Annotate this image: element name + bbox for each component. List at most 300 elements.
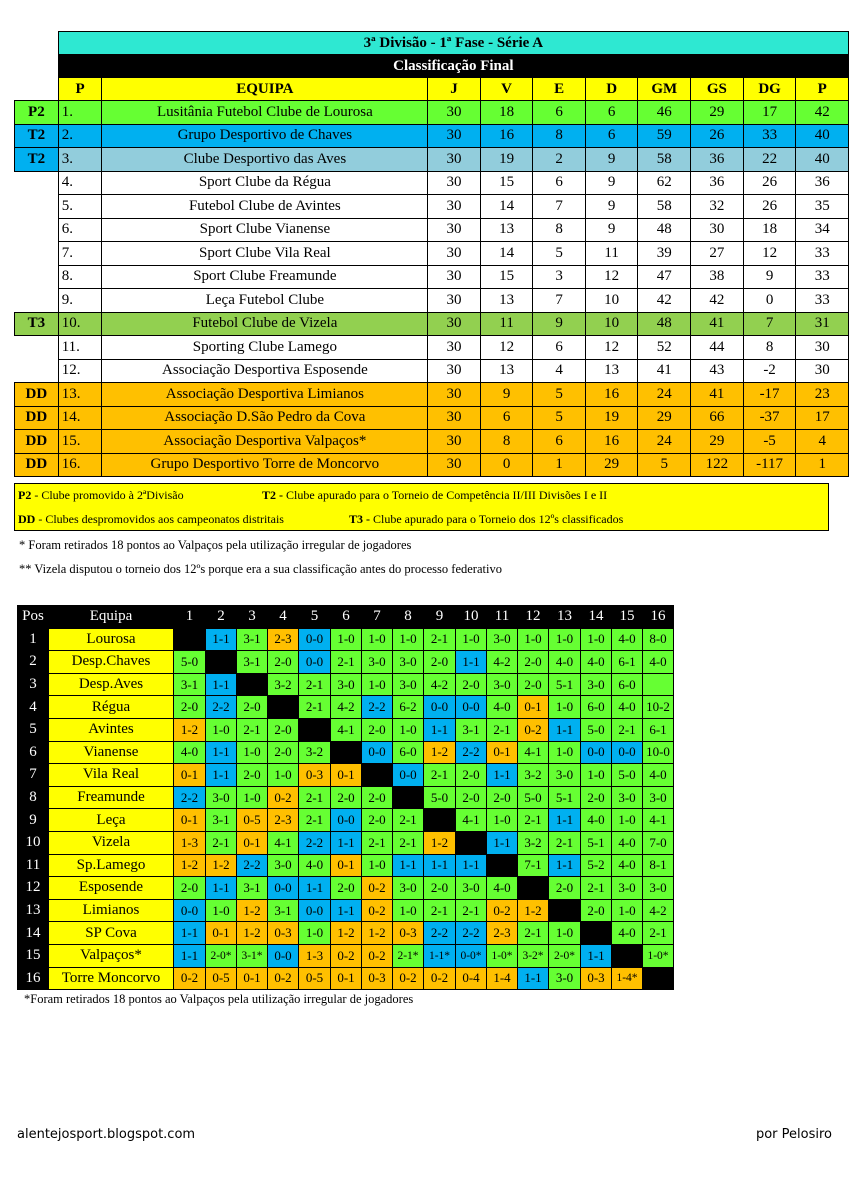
row-team: Grupo Desportivo de Chaves <box>102 124 428 148</box>
matrix-row-pos: 3 <box>18 673 49 696</box>
row-wins: 15 <box>480 171 533 195</box>
matrix-result-cell: 2-1 <box>424 764 456 787</box>
matrix-result-cell: 0-0 <box>299 899 331 922</box>
matrix-cell-empty <box>643 967 674 990</box>
row-wins: 14 <box>480 242 533 266</box>
matrix-row-pos: 6 <box>18 741 49 764</box>
row-position: 15. <box>58 430 102 454</box>
matrix-result-cell: 2-1 <box>518 922 549 945</box>
matrix-result-cell: 2-3 <box>487 922 518 945</box>
row-team: Futebol Clube de Vizela <box>102 312 428 336</box>
matrix-result-cell: 0-0 <box>331 809 362 832</box>
row-goals-against: 36 <box>691 171 744 195</box>
matrix-result-cell: 5-2 <box>581 854 612 877</box>
legend-t2-text: Clube apurado para o Torneio de Competência II/III Divisões I e II <box>283 488 608 502</box>
matrix-result-cell: 2-3 <box>268 809 299 832</box>
matrix-row-team: Vizela <box>49 831 174 854</box>
row-goals-for: 41 <box>638 359 691 383</box>
matrix-result-cell: 7-1 <box>518 854 549 877</box>
matrix-row <box>18 741 674 764</box>
matrix-result-cell: 2-1 <box>206 831 237 854</box>
matrix-cell-empty <box>268 696 299 719</box>
matrix-result-cell: 2-2 <box>424 922 456 945</box>
classification-row <box>15 148 849 172</box>
footer-site: alentejosport.blogspot.com <box>17 1127 196 1142</box>
matrix-result-cell: 3-0 <box>487 673 518 696</box>
matrix-row-pos: 2 <box>18 651 49 674</box>
matrix-result-cell: 2-1 <box>299 786 331 809</box>
row-goals-against: 41 <box>691 383 744 407</box>
matrix-cell-empty <box>393 786 424 809</box>
matrix-result-cell: 0-0 <box>393 764 424 787</box>
matrix-result-cell: 3-0 <box>362 651 393 674</box>
matrix-result-cell: 0-1 <box>206 922 237 945</box>
row-tag: T2 <box>15 124 59 148</box>
matrix-result-cell: 1-1 <box>549 718 581 741</box>
matrix-result-cell: 1-1 <box>393 854 424 877</box>
matrix-cell-empty <box>518 877 549 900</box>
matrix-result-cell: 2-0 <box>424 877 456 900</box>
row-goal-diff: 7 <box>743 312 796 336</box>
matrix-row-pos: 13 <box>18 899 49 922</box>
legend-dd-code: DD <box>18 512 36 526</box>
row-wins: 14 <box>480 195 533 219</box>
matrix-result-cell: 2-1 <box>612 718 643 741</box>
matrix-result-cell: 1-1 <box>206 628 237 651</box>
matrix-row-pos: 7 <box>18 764 49 787</box>
matrix-row <box>18 718 674 741</box>
row-games: 30 <box>428 453 481 477</box>
matrix-row <box>18 786 674 809</box>
row-team: Lusitânia Futebol Clube de Lourosa <box>102 101 428 125</box>
row-points: 36 <box>796 171 849 195</box>
matrix-result-cell: 4-0 <box>174 741 206 764</box>
row-losses: 19 <box>585 406 638 430</box>
matrix-result-cell: 3-0 <box>393 651 424 674</box>
classification-table <box>14 31 849 477</box>
matrix-result-cell: 4-0 <box>643 651 674 674</box>
matrix-result-cell: 1-4 <box>487 967 518 990</box>
matrix-result-cell: 6-0 <box>612 673 643 696</box>
matrix-result-cell: 4-1 <box>331 718 362 741</box>
legend-line-1 <box>18 488 184 503</box>
matrix-result-cell: 2-0 <box>174 877 206 900</box>
classification-title: 3ª Divisão - 1ª Fase - Série A <box>58 32 848 55</box>
matrix-result-cell: 1-0 <box>549 696 581 719</box>
row-draws: 7 <box>533 195 585 219</box>
row-goals-against: 44 <box>691 336 744 360</box>
matrix-result-cell: 2-1 <box>518 809 549 832</box>
row-goal-diff: 9 <box>743 265 796 289</box>
classification-row <box>15 312 849 336</box>
matrix-result-cell: 4-2 <box>424 673 456 696</box>
matrix-result-cell: 0-1 <box>237 831 268 854</box>
matrix-result-cell: 4-1 <box>518 741 549 764</box>
matrix-row-team: Régua <box>49 696 174 719</box>
matrix-row <box>18 628 674 651</box>
matrix-result-cell: 3-0 <box>393 877 424 900</box>
matrix-result-cell: 4-0 <box>581 651 612 674</box>
row-goals-for: 5 <box>638 453 691 477</box>
row-tag: DD <box>15 430 59 454</box>
row-position: 2. <box>58 124 102 148</box>
row-draws: 7 <box>533 289 585 313</box>
matrix-row-team: Lourosa <box>49 628 174 651</box>
matrix-result-cell: 1-1 <box>299 877 331 900</box>
matrix-result-cell: 1-1 <box>174 922 206 945</box>
matrix-column-header: 6 <box>331 606 362 629</box>
matrix-row-pos: 14 <box>18 922 49 945</box>
row-goals-for: 24 <box>638 430 691 454</box>
matrix-result-cell: 0-0 <box>268 877 299 900</box>
row-goals-for: 58 <box>638 148 691 172</box>
matrix-row <box>18 809 674 832</box>
row-goals-against: 27 <box>691 242 744 266</box>
row-tag <box>15 242 59 266</box>
row-team: Sport Clube da Régua <box>102 171 428 195</box>
matrix-result-cell: 1-1 <box>518 967 549 990</box>
row-goals-against: 66 <box>691 406 744 430</box>
matrix-result-cell: 2-0 <box>518 651 549 674</box>
row-goals-for: 62 <box>638 171 691 195</box>
results-matrix <box>17 605 674 990</box>
matrix-result-cell: 3-0 <box>487 628 518 651</box>
matrix-result-cell: 0-0 <box>581 741 612 764</box>
row-points: 23 <box>796 383 849 407</box>
matrix-result-cell: 1-1 <box>331 899 362 922</box>
header-wins: V <box>480 78 533 101</box>
matrix-result-cell: 0-1 <box>331 764 362 787</box>
matrix-result-cell: 1-3 <box>299 944 331 967</box>
matrix-result-cell: 1-0 <box>549 922 581 945</box>
matrix-result-cell: 2-2 <box>299 831 331 854</box>
matrix-result-cell: 2-2 <box>174 786 206 809</box>
classification-row <box>15 218 849 242</box>
row-draws: 3 <box>533 265 585 289</box>
matrix-result-cell: 1-2 <box>424 831 456 854</box>
legend-t3-code: T3 - <box>349 512 370 526</box>
matrix-result-cell: 2-0 <box>487 786 518 809</box>
matrix-row-team: Limianos <box>49 899 174 922</box>
matrix-row <box>18 831 674 854</box>
matrix-row-team: Leça <box>49 809 174 832</box>
matrix-row <box>18 854 674 877</box>
matrix-row-team: Avintes <box>49 718 174 741</box>
matrix-result-cell: 2-0 <box>518 673 549 696</box>
matrix-result-cell: 4-0 <box>487 696 518 719</box>
matrix-result-cell: 5-1 <box>549 673 581 696</box>
matrix-result-cell: 2-0* <box>206 944 237 967</box>
matrix-result-cell: 0-1 <box>331 854 362 877</box>
matrix-column-header: 12 <box>518 606 549 629</box>
row-team: Sporting Clube Lamego <box>102 336 428 360</box>
row-position: 5. <box>58 195 102 219</box>
matrix-result-cell: 2-0 <box>456 673 487 696</box>
matrix-column-header: 14 <box>581 606 612 629</box>
matrix-result-cell: 5-0 <box>612 764 643 787</box>
matrix-result-cell: 3-2* <box>518 944 549 967</box>
matrix-column-header: 13 <box>549 606 581 629</box>
matrix-result-cell: 1-0 <box>299 922 331 945</box>
row-goals-for: 58 <box>638 195 691 219</box>
row-goal-diff: 17 <box>743 101 796 125</box>
row-goals-against: 29 <box>691 101 744 125</box>
header-pos: P <box>58 78 102 101</box>
matrix-result-cell: 3-2 <box>518 764 549 787</box>
matrix-result-cell: 1-1 <box>549 809 581 832</box>
matrix-result-cell: 1-1 <box>206 877 237 900</box>
row-points: 31 <box>796 312 849 336</box>
matrix-row <box>18 651 674 674</box>
row-goals-against: 41 <box>691 312 744 336</box>
matrix-result-cell: 2-0 <box>331 786 362 809</box>
row-position: 11. <box>58 336 102 360</box>
matrix-result-cell: 1-0 <box>237 741 268 764</box>
matrix-result-cell: 4-1 <box>456 809 487 832</box>
matrix-result-cell: 2-1 <box>456 899 487 922</box>
matrix-result-cell: 1-0 <box>549 628 581 651</box>
row-losses: 29 <box>585 453 638 477</box>
matrix-result-cell: 1-1 <box>174 944 206 967</box>
row-draws: 5 <box>533 406 585 430</box>
matrix-row <box>18 673 674 696</box>
row-draws: 1 <box>533 453 585 477</box>
row-team: Associação Desportiva Limianos <box>102 383 428 407</box>
matrix-result-cell: 6-0 <box>581 696 612 719</box>
row-position: 8. <box>58 265 102 289</box>
matrix-result-cell: 1-1 <box>206 741 237 764</box>
matrix-result-cell: 4-1 <box>643 809 674 832</box>
matrix-result-cell: 1-2 <box>174 718 206 741</box>
matrix-cell-empty <box>612 944 643 967</box>
row-tag: DD <box>15 406 59 430</box>
matrix-result-cell: 0-0 <box>268 944 299 967</box>
row-losses: 9 <box>585 171 638 195</box>
matrix-result-cell: 0-1 <box>237 967 268 990</box>
matrix-result-cell: 4-0 <box>612 854 643 877</box>
row-position: 14. <box>58 406 102 430</box>
matrix-row-team: SP Cova <box>49 922 174 945</box>
classification-row <box>15 430 849 454</box>
matrix-result-cell: 2-2 <box>237 854 268 877</box>
matrix-result-cell: 2-1 <box>362 831 393 854</box>
matrix-result-cell: 4-2 <box>331 696 362 719</box>
row-games: 30 <box>428 218 481 242</box>
row-goals-against: 122 <box>691 453 744 477</box>
matrix-result-cell: 0-2 <box>518 718 549 741</box>
row-goals-against: 36 <box>691 148 744 172</box>
matrix-result-cell: 0-5 <box>299 967 331 990</box>
row-games: 30 <box>428 336 481 360</box>
row-draws: 4 <box>533 359 585 383</box>
row-position: 13. <box>58 383 102 407</box>
row-team: Leça Futebol Clube <box>102 289 428 313</box>
row-goal-diff: -5 <box>743 430 796 454</box>
row-goal-diff: -117 <box>743 453 796 477</box>
matrix-result-cell: 1-1 <box>206 673 237 696</box>
row-tag: P2 <box>15 101 59 125</box>
matrix-result-cell: 2-0 <box>237 764 268 787</box>
classification-header-row <box>15 78 849 101</box>
row-draws: 6 <box>533 101 585 125</box>
row-losses: 9 <box>585 195 638 219</box>
row-games: 30 <box>428 265 481 289</box>
row-draws: 2 <box>533 148 585 172</box>
row-wins: 19 <box>480 148 533 172</box>
matrix-row-pos: 11 <box>18 854 49 877</box>
row-games: 30 <box>428 171 481 195</box>
row-position: 1. <box>58 101 102 125</box>
matrix-result-cell: 2-1 <box>487 718 518 741</box>
matrix-result-cell: 0-0 <box>299 628 331 651</box>
legend-line-1b <box>262 488 607 503</box>
legend-dd-text: - Clubes despromovidos aos campeonatos distritais <box>35 512 284 526</box>
matrix-result-cell: 3-1 <box>237 628 268 651</box>
matrix-cell-empty <box>456 831 487 854</box>
row-tag <box>15 289 59 313</box>
matrix-result-cell: 2-0 <box>237 696 268 719</box>
matrix-result-cell: 0-0 <box>299 651 331 674</box>
note-valpacos-matrix: *Foram retirados 18 pontos ao Valpaços pela utilização irregular de jogadores <box>24 992 414 1006</box>
matrix-column-header: 5 <box>299 606 331 629</box>
matrix-row-pos: 5 <box>18 718 49 741</box>
matrix-result-cell: 1-1 <box>456 854 487 877</box>
row-losses: 9 <box>585 218 638 242</box>
matrix-row <box>18 944 674 967</box>
row-tag: T3 <box>15 312 59 336</box>
row-goals-for: 24 <box>638 383 691 407</box>
matrix-result-cell: 0-0 <box>456 696 487 719</box>
row-draws: 6 <box>533 336 585 360</box>
row-losses: 16 <box>585 430 638 454</box>
row-goals-for: 42 <box>638 289 691 313</box>
matrix-result-cell: 8-1 <box>643 854 674 877</box>
matrix-result-cell: 0-0 <box>424 696 456 719</box>
row-draws: 8 <box>533 124 585 148</box>
classification-row <box>15 265 849 289</box>
matrix-result-cell: 0-2 <box>331 944 362 967</box>
matrix-result-cell: 1-2 <box>206 854 237 877</box>
matrix-result-cell: 4-0 <box>643 764 674 787</box>
matrix-result-cell: 1-0 <box>612 809 643 832</box>
matrix-result-cell: 0-2 <box>424 967 456 990</box>
matrix-result-cell: 1-0 <box>487 809 518 832</box>
row-games: 30 <box>428 289 481 313</box>
row-wins: 12 <box>480 336 533 360</box>
row-goals-against: 29 <box>691 430 744 454</box>
matrix-result-cell: 3-0 <box>206 786 237 809</box>
matrix-result-cell: 1-0 <box>362 673 393 696</box>
row-position: 7. <box>58 242 102 266</box>
matrix-result-cell: 3-0 <box>549 764 581 787</box>
matrix-result-cell: 0-4 <box>456 967 487 990</box>
matrix-result-cell: 2-0 <box>362 809 393 832</box>
row-games: 30 <box>428 124 481 148</box>
matrix-result-cell: 3-0 <box>456 877 487 900</box>
classification-row <box>15 453 849 477</box>
matrix-result-cell: 0-1 <box>174 809 206 832</box>
note-valpacos: * Foram retirados 18 pontos ao Valpaços pela utilização irregular de jogadores <box>19 538 412 552</box>
row-goals-for: 48 <box>638 218 691 242</box>
matrix-result-cell: 5-0 <box>424 786 456 809</box>
matrix-row <box>18 899 674 922</box>
matrix-result-cell: 1-1 <box>549 854 581 877</box>
row-team: Associação Desportiva Valpaços* <box>102 430 428 454</box>
matrix-result-cell: 3-0 <box>581 673 612 696</box>
matrix-cell-empty <box>424 809 456 832</box>
matrix-result-cell: 2-1 <box>424 628 456 651</box>
row-position: 4. <box>58 171 102 195</box>
matrix-row-team: Torre Moncorvo <box>49 967 174 990</box>
matrix-column-header: 11 <box>487 606 518 629</box>
matrix-result-cell: 2-1 <box>393 831 424 854</box>
row-points: 35 <box>796 195 849 219</box>
matrix-result-cell: 0-5 <box>206 967 237 990</box>
row-wins: 0 <box>480 453 533 477</box>
matrix-result-cell: 1-1 <box>487 764 518 787</box>
row-goals-against: 42 <box>691 289 744 313</box>
matrix-result-cell: 1-0 <box>581 764 612 787</box>
matrix-result-cell: 0-2 <box>268 967 299 990</box>
row-wins: 13 <box>480 289 533 313</box>
row-tag <box>15 359 59 383</box>
matrix-result-cell: 2-3 <box>268 628 299 651</box>
matrix-row-team: Desp.Chaves <box>49 651 174 674</box>
matrix-cell-empty <box>487 854 518 877</box>
matrix-result-cell: 4-2 <box>487 651 518 674</box>
row-draws: 6 <box>533 171 585 195</box>
row-team: Sport Clube Vianense <box>102 218 428 242</box>
row-points: 30 <box>796 359 849 383</box>
matrix-result-cell: 2-0 <box>581 899 612 922</box>
matrix-cell-empty <box>331 741 362 764</box>
matrix-result-cell: 3-0 <box>612 877 643 900</box>
row-losses: 10 <box>585 312 638 336</box>
matrix-result-cell: 1-1 <box>456 651 487 674</box>
matrix-column-header: 7 <box>362 606 393 629</box>
row-goals-for: 48 <box>638 312 691 336</box>
matrix-result-cell: 3-1 <box>456 718 487 741</box>
header-goals-for: GM <box>638 78 691 101</box>
matrix-result-cell: 0-2 <box>174 967 206 990</box>
footer-author: por Pelosiro <box>755 1127 832 1142</box>
matrix-result-cell: 5-0 <box>581 718 612 741</box>
matrix-result-cell: 0-1 <box>487 741 518 764</box>
row-position: 3. <box>58 148 102 172</box>
row-wins: 13 <box>480 218 533 242</box>
row-position: 16. <box>58 453 102 477</box>
row-goals-for: 59 <box>638 124 691 148</box>
header-games: J <box>428 78 481 101</box>
row-goals-against: 32 <box>691 195 744 219</box>
row-wins: 15 <box>480 265 533 289</box>
row-tag: T2 <box>15 148 59 172</box>
legend-line-2 <box>18 512 284 527</box>
matrix-result-cell: 3-1 <box>174 673 206 696</box>
matrix-result-cell: 1-0 <box>362 628 393 651</box>
row-tag <box>15 171 59 195</box>
matrix-result-cell: 2-1 <box>331 651 362 674</box>
row-team: Grupo Desportivo Torre de Moncorvo <box>102 453 428 477</box>
row-wins: 6 <box>480 406 533 430</box>
matrix-column-header: 3 <box>237 606 268 629</box>
row-draws: 5 <box>533 242 585 266</box>
classification-row <box>15 383 849 407</box>
row-goal-diff: 12 <box>743 242 796 266</box>
matrix-result-cell: 0-3 <box>268 922 299 945</box>
matrix-result-cell: 2-0 <box>581 786 612 809</box>
row-goal-diff: 26 <box>743 171 796 195</box>
